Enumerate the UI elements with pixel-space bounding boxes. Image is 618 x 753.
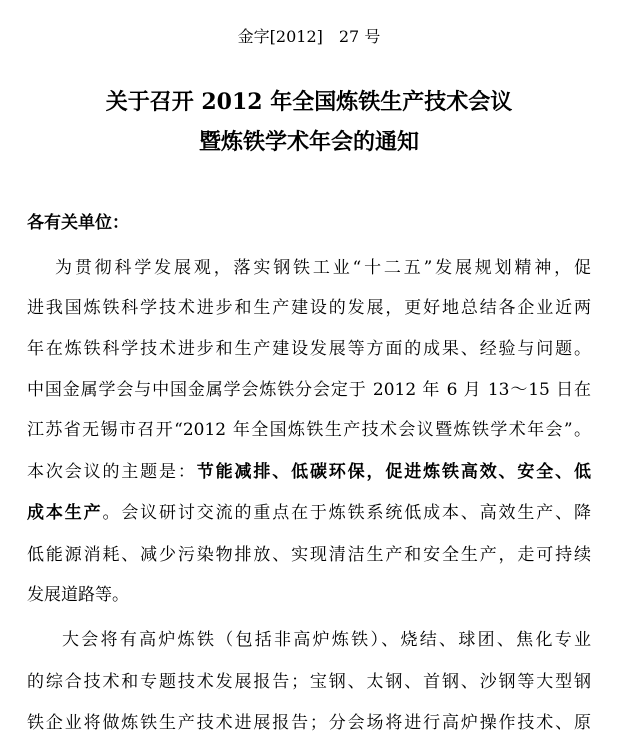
theme-intro-text: 本次会议的主题是：: [27, 462, 197, 482]
paragraph-1-line-9: 发展道路等。: [27, 585, 129, 605]
salutation: 各有关单位：: [27, 213, 129, 233]
paragraph-1-line-8: 低能源消耗、减少污染物排放、实现清洁生产和安全生产，走可持续: [27, 545, 591, 565]
paragraph-1-line-3: 年在炼铁科学技术进步和生产建设发展等方面的成果、经验与问题。: [27, 339, 591, 359]
paragraph-1-line-1: 为贯彻科学发展观，落实钢铁工业“十二五”发展规划精神，促: [55, 258, 591, 278]
paragraph-1-line-4: 中国金属学会与中国金属学会炼铁分会定于 2012 年 6 月 13～15 日在: [27, 380, 591, 400]
theme-emphasis-text: 节能减排、低碳环保，促进炼铁高效、安全、低: [196, 462, 591, 482]
paragraph-1-line-2: 进我国炼铁科学技术进步和生产建设的发展，更好地总结各企业近两: [27, 298, 591, 318]
paragraph-2-line-2: 的综合技术和专题技术发展报告；宝钢、太钢、首钢、沙钢等大型钢: [27, 672, 591, 692]
document-title-line-2: 暨炼铁学术年会的通知: [198, 129, 419, 155]
paragraph-1-line-7: [27, 501, 591, 525]
paragraph-2-line-1: 大会将有高炉炼铁（包括非高炉炼铁）、烧结、球团、焦化专业: [62, 630, 591, 650]
theme-emphasis-text-end: 成本生产: [27, 503, 103, 523]
paragraph-1-line-6: [27, 460, 591, 484]
document-number: 金字[2012] 27 号: [237, 27, 381, 46]
paragraph-1-line-5: 江苏省无锡市召开“2012 年全国炼铁生产技术会议暨炼铁学术年会”。: [27, 420, 591, 440]
focus-text: 。会议研讨交流的重点在于炼铁系统低成本、高效生产、降: [102, 503, 591, 523]
document-title-line-1: 关于召开 2012 年全国炼铁生产技术会议: [105, 89, 513, 115]
paragraph-2-line-3: 铁企业将做炼铁生产技术进展报告；分会场将进行高炉操作技术、原: [27, 713, 591, 733]
